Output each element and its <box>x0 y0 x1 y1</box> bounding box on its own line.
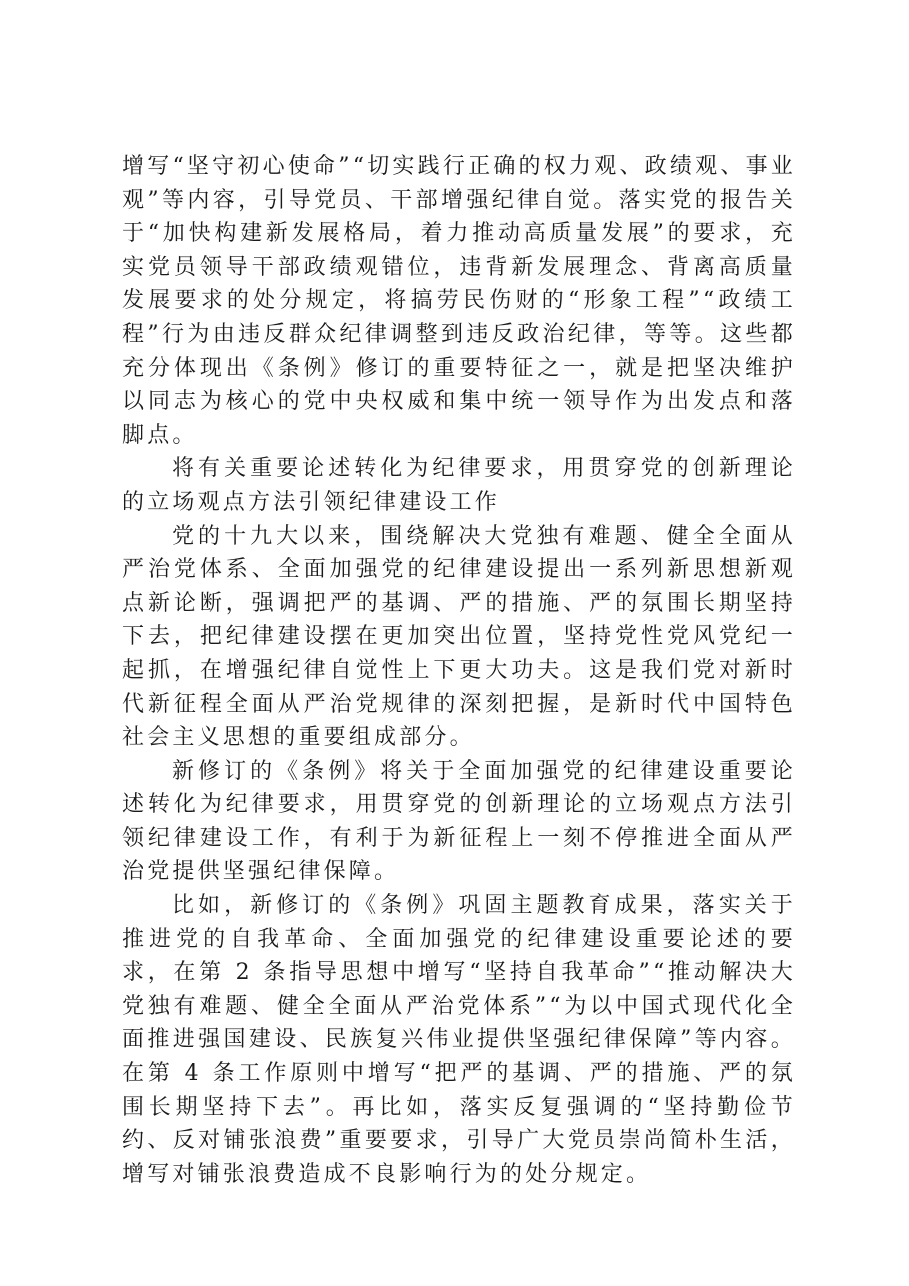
section-heading: 将有关重要论述转化为纪律要求，用贯穿党的创新理论的立场观点方法引领纪律建设工作 <box>122 456 796 515</box>
paragraph: 党的十九大以来，围绕解决大党独有难题、健全全面从严治党体系、全面加强党的纪律建设提出一系列新思想新观点新论断，强调把严的基调、严的措施、严的氛围长期坚持下去，把纪律建设摆在更加突出位置，坚持党性党风党纪一起抓，在增强纪律自觉性上下更大功夫。这是我们党对新时代新征程全面从严治党规律的深刻把握，是新时代中国特色社会主义思想的重要组成部分。 <box>122 523 796 751</box>
document-body <box>122 150 796 1191</box>
paragraph-continuation: 增写“坚守初心使命”“切实践行正确的权力观、政绩观、事业观”等内容，引导党员、干部增强纪律自觉。落实党的报告关于“加快构建新发展格局，着力推动高质量发展”的要求，充实党员领导干部政绩观错位，违背新发展理念、背离高质量发展要求的处分规定，将搞劳民伤财的“形象工程”“政绩工程”行为由违反群众纪律调整到违反政治纪律，等等。这些都充分体现出《条例》修订的重要特征之一，就是把坚决维护以同志为核心的党中央权威和集中统一领导作为出发点和落脚点。 <box>122 154 796 448</box>
paragraph: 新修订的《条例》将关于全面加强党的纪律建设重要论述转化为纪律要求，用贯穿党的创新理论的立场观点方法引领纪律建设工作，有利于为新征程上一刻不停推进全面从严治党提供坚强纪律保障。 <box>122 758 796 885</box>
paragraph: 比如，新修订的《条例》巩固主题教育成果，落实关于推进党的自我革命、全面加强党的纪律建设重要论述的要求，在第 2 条指导思想中增写“坚持自我革命”“推动解决大党独有难题、健全全面从严治党体系”“为以中国式现代化全面推进强国建设、民族复兴伟业提供坚强纪律保障”等内容。在第 4 条工作原则中增写“把严的基调、严的措施、严的氛围长期坚持下去”。再比如，落实反复强调的“坚持勤俭节约、反对铺张浪费”重要要求，引导广大党员崇尚简朴生活，增写对铺张浪费造成不良影响行为的处分规定。 <box>122 893 796 1187</box>
